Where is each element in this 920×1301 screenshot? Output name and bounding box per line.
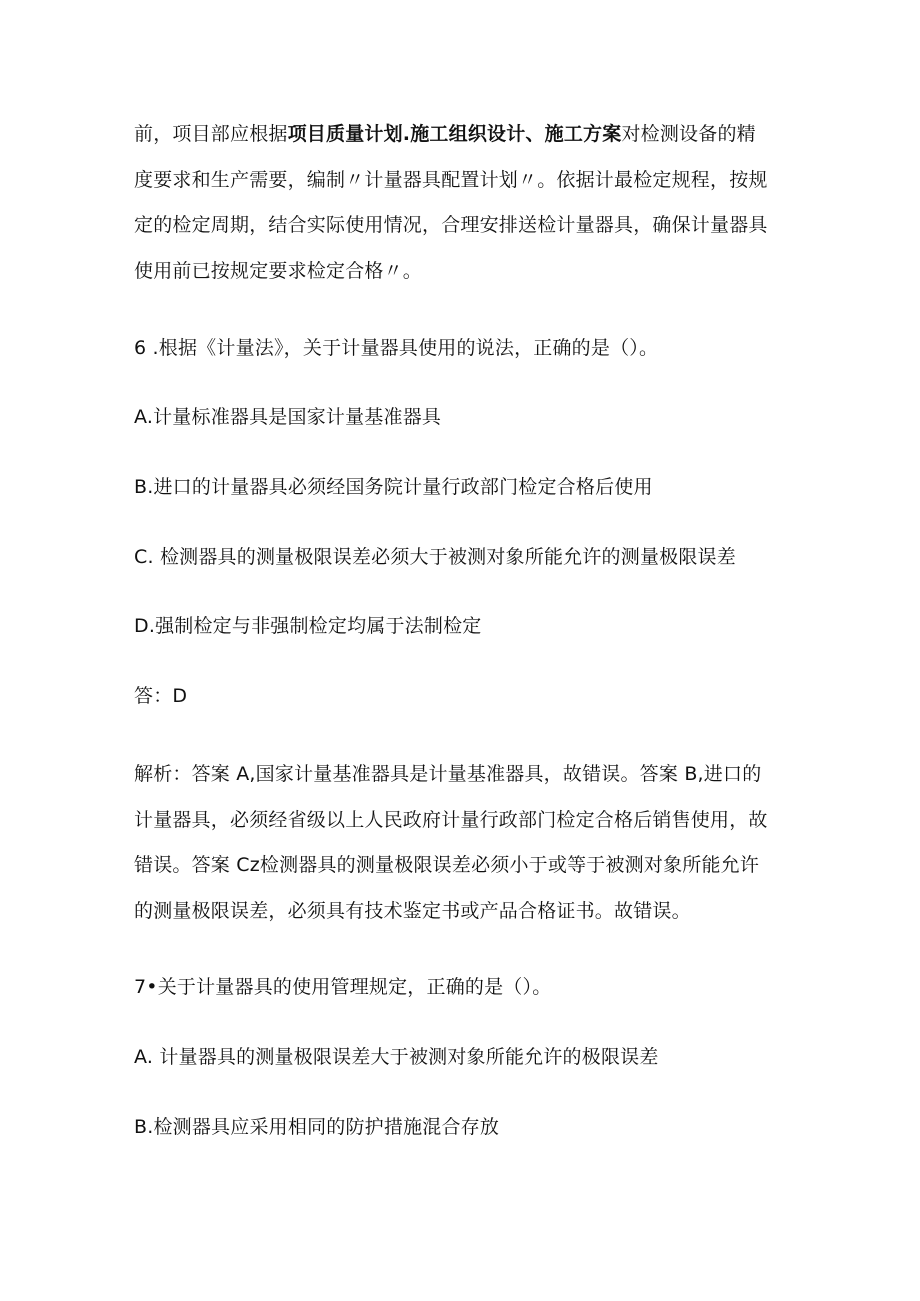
intro-paragraph <box>134 112 794 294</box>
analysis-line-4: 的测量极限误差，必须具有技术鉴定书或产品合格证书。故错误。 <box>134 899 691 922</box>
paragraph-line-1-bold: 项目质量计划.施工组织设计、施工方案 <box>287 123 622 145</box>
analysis-line-3: 错误。答案 Cz检测器具的测量极限误差必须小于或等于被测对象所能允许 <box>134 854 760 876</box>
question-6-stem: 6 .根据《计量法》，关于计量器具使用的说法，正确的是（）。 <box>134 337 659 359</box>
paragraph-line-4: 使用前已按规定要求检定合格〃。 <box>134 259 423 282</box>
question-6-option-d: D.强制检定与非强制检定均属于法制检定 <box>134 615 482 637</box>
paragraph-line-3: 定的检定周期，结合实际使用情况，合理安排送检计量器具，确保计量器具 <box>134 214 768 236</box>
paragraph-line-2: 度要求和生产需要，编制〃计量器具配置计划〃。依据计最检定规程，按规 <box>134 168 768 191</box>
question-7-option-b: B.检测器具应采用相同的防护措施混合存放 <box>134 1116 500 1138</box>
analysis-line-2: 计量器具，必须经省级以上人民政府计量行政部门检定合格后销售使用，故 <box>134 808 768 831</box>
paragraph-line-1 <box>134 112 794 158</box>
question-6-option-b: B.进口的计量器具必须经国务院计量行政部门检定合格后使用 <box>134 476 653 498</box>
paragraph-line-1-end: 对检测设备的精 <box>621 123 756 145</box>
question-7-stem: 7•关于计量器具的使用管理规定，正确的是（）。 <box>134 976 552 998</box>
question-6-option-c: C. 检测器具的测量极限误差必须大于被测对象所能允许的测量极限误差 <box>134 546 736 568</box>
question-7-option-a: A. 计量器具的测量极限误差大于被测对象所能允许的极限误差 <box>134 1046 659 1068</box>
question-6-analysis <box>134 752 794 934</box>
paragraph-line-1-start: 前，项目部应根据 <box>134 123 288 145</box>
question-6-answer: 答：D <box>134 685 188 707</box>
question-6-option-a: A.计量标准器具是国家计量基准器具 <box>134 406 442 428</box>
analysis-line-1: 解析：答案 A,国家计量基准器具是计量基准器具，故错误。答案 B,进口的 <box>134 763 762 785</box>
